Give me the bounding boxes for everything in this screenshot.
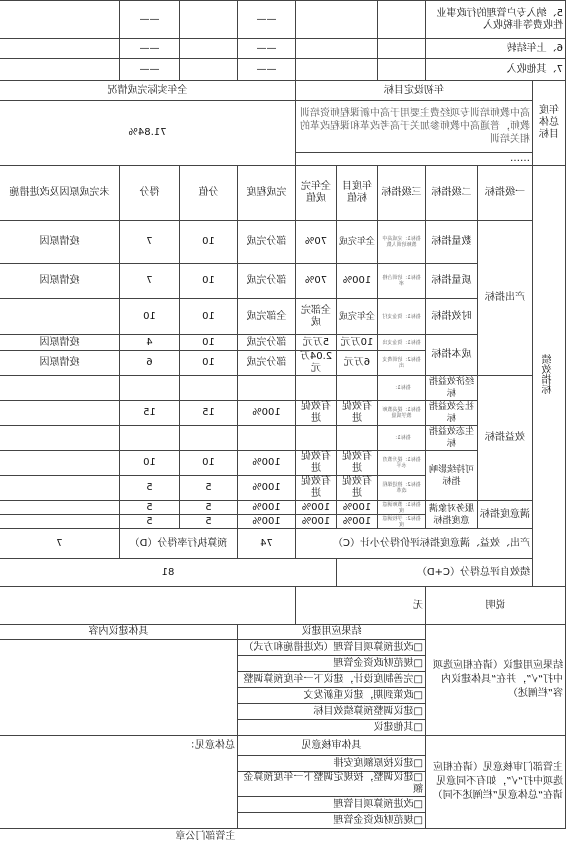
goal-body-row	[0, 101, 566, 153]
target-cell: 全年完成	[336, 299, 377, 335]
score-cell: 5	[119, 501, 179, 515]
l3-cell: 指标2：学校满意度	[377, 515, 425, 529]
weight-cell: 10	[179, 264, 237, 299]
goal-title: 年度总体目标	[533, 81, 566, 166]
reason-cell	[0, 376, 119, 401]
reason-cell	[0, 476, 119, 501]
actual-cell: 100%	[295, 515, 336, 529]
revenue-blank	[377, 39, 425, 59]
score-cell: 15	[119, 401, 179, 426]
score-cell	[119, 376, 179, 401]
perf-side-text: 绩效指标	[543, 354, 554, 394]
weight-cell: 10	[179, 299, 237, 335]
l2-cell: 时效指标	[425, 299, 477, 335]
revenue-value: ——	[237, 39, 295, 59]
rate-cell: 100%	[237, 501, 295, 515]
dept-footer: 主管部门公章	[175, 830, 236, 842]
target-cell: 有效促进	[336, 401, 377, 426]
revenue-row	[0, 39, 566, 59]
l3-cell: 指标1：	[377, 426, 425, 451]
actual-cell: 有效促进	[295, 476, 336, 501]
apply-option[interactable]: □完善制度设计，建议下一年度预算调整	[237, 672, 425, 688]
l3-cell: 指标1：提高教师教学质量	[377, 401, 425, 426]
actual-cell: 有效促进	[295, 451, 336, 476]
target-cell: 全年完成	[336, 221, 377, 264]
score-cell: 4	[119, 335, 179, 351]
rate-cell: 100%	[237, 401, 295, 426]
rate-cell: 100%	[237, 476, 295, 501]
l3-cell: 指标1：资金支出	[377, 335, 425, 351]
target-cell: 6万元	[336, 351, 377, 376]
score-cell: 7	[119, 221, 179, 264]
apply-header-row	[0, 625, 566, 640]
reason-cell	[0, 451, 119, 476]
hdr-l2: 二级指标	[425, 166, 477, 221]
l3-cell: 指标1：提升教育水平	[377, 451, 425, 476]
reason-cell: 疫情原因	[0, 335, 119, 351]
perf-header-row	[0, 166, 566, 221]
reason-cell	[0, 515, 119, 529]
target-cell: 10万元	[336, 335, 377, 351]
l2-cell: 经济效益指标	[425, 376, 477, 401]
target-cell: 有效促进	[336, 451, 377, 476]
hdr-score: 得分	[119, 166, 179, 221]
goal-header-row	[0, 81, 566, 101]
dept-footer-blank	[237, 829, 565, 845]
apply-option[interactable]: □改进预算项目管理（改进措施和方式）	[237, 640, 425, 656]
hdr-reason: 未完成原因及改进措施	[0, 166, 119, 221]
note-label: 说明	[425, 587, 565, 625]
rate-cell: 部分完成	[237, 351, 295, 376]
revenue-label: 5、纳入专户管理的行政事业性收费等非税收入	[425, 1, 565, 39]
score-c-label: 产出、效益、满意度指标评价得分小计（C）	[295, 529, 532, 559]
revenue-blank	[179, 39, 237, 59]
target-cell	[336, 376, 377, 401]
actual-cell	[295, 426, 336, 451]
apply-option[interactable]: □政策到期，建议重新发文	[237, 688, 425, 704]
hdr-actual: 全年完成值	[295, 166, 336, 221]
score-cell: 5	[119, 515, 179, 529]
revenue-blank	[0, 1, 119, 39]
goal-set-header: 年初设定目标	[295, 81, 532, 101]
revenue-blank	[179, 1, 237, 39]
score-c-value: 74	[237, 529, 295, 559]
reason-cell	[0, 299, 119, 335]
l2-cell: 质量指标	[425, 264, 477, 299]
weight-cell: 5	[179, 515, 237, 529]
revenue-blank	[295, 39, 377, 59]
l3-cell: 指标1：	[377, 376, 425, 401]
perf-row	[0, 221, 566, 264]
target-cell: 100%	[336, 264, 377, 299]
revenue-blank	[179, 59, 237, 81]
dept-option[interactable]: □建议调整，按规定调整下一年度预算金额	[237, 772, 425, 797]
rate-cell: 部分完成	[237, 221, 295, 264]
score-total-value: 81	[0, 559, 336, 587]
weight-cell: 10	[179, 335, 237, 351]
revenue-blank	[295, 59, 377, 81]
revenue-value: ——	[119, 59, 179, 81]
actual-cell: 有效促进	[295, 401, 336, 426]
note-row	[0, 587, 566, 625]
goal-text: 高中教师培训专项经费主要用于高中新课程师资培训教师，普通高中教师参加关于高考改革和课程改革的相关培训	[295, 101, 532, 153]
actual-cell: 100%	[295, 501, 336, 515]
dept-label: 主管部门审核意见（请在相应选项中打“√”，如有不同意见请在“总体意见”栏阐述不同）	[425, 736, 565, 829]
l3-cell: 指标2：推进课程改革	[377, 476, 425, 501]
note-value: 无	[295, 587, 425, 625]
rate-cell	[237, 376, 295, 401]
dept-header-row	[0, 736, 566, 756]
weight-cell: 5	[179, 476, 237, 501]
rate-cell: 全部完成	[237, 299, 295, 335]
rate-cell: 100%	[237, 451, 295, 476]
hdr-weight: 分值	[179, 166, 237, 221]
actual-cell: 5万元	[295, 335, 336, 351]
note-blank	[0, 587, 295, 625]
revenue-blank	[295, 1, 377, 39]
perf-row	[0, 376, 566, 401]
score-d-label: 预算执行率得分（D）	[119, 529, 237, 559]
dept-option[interactable]: □改进预算项目管理	[237, 797, 425, 813]
perf-side-label	[533, 166, 566, 587]
rate-cell	[237, 426, 295, 451]
target-cell: 100%	[336, 501, 377, 515]
dept-col2: 总体意见：	[0, 736, 237, 829]
weight-cell: 5	[179, 501, 237, 515]
perf-row	[0, 501, 566, 515]
target-cell: 100%	[336, 515, 377, 529]
score-c-row	[0, 529, 566, 559]
actual-cell: 70%	[295, 264, 336, 299]
rate-cell: 部分完成	[237, 335, 295, 351]
revenue-label: 7、其他收入	[425, 59, 565, 81]
apply-option[interactable]: □建议调整预算绩效目标	[237, 704, 425, 720]
l2-cell: 生态效益指标	[425, 426, 477, 451]
hdr-l1: 一级指标	[478, 166, 533, 221]
weight-cell	[179, 376, 237, 401]
hdr-l3: 三级指标	[377, 166, 425, 221]
weight-cell: 10	[179, 351, 237, 376]
revenue-blank	[0, 39, 119, 59]
target-cell	[336, 426, 377, 451]
apply-col2: 具体建议内容	[0, 625, 237, 640]
hdr-rate: 完成程度	[237, 166, 295, 221]
revenue-blank	[377, 59, 425, 81]
group-satisfaction: 满意度指标	[478, 501, 533, 529]
score-cell	[119, 426, 179, 451]
actual-cell: 全部完成	[295, 299, 336, 335]
l3-cell: 指标2：培训费支出	[377, 351, 425, 376]
apply-detail-blank	[0, 640, 237, 736]
l3-cell: 指标1：教师满意度	[377, 501, 425, 515]
apply-option[interactable]: □其他建议	[237, 720, 425, 736]
actual-cell: 2.04万元	[295, 351, 336, 376]
score-cell: 6	[119, 351, 179, 376]
group-benefit: 效益指标	[478, 376, 533, 501]
revenue-value: ——	[237, 1, 295, 39]
revenue-value: ——	[237, 59, 295, 81]
dept-footer-row	[0, 829, 566, 845]
l3-cell: 指标1：资金支付	[377, 299, 425, 335]
score-cell: 5	[119, 476, 179, 501]
score-cell: 10	[119, 451, 179, 476]
reason-cell: 疫情原因	[0, 351, 119, 376]
l2-cell: 社会效益指标	[425, 401, 477, 426]
reason-cell: 疫情原因	[0, 221, 119, 264]
revenue-row	[0, 59, 566, 81]
dept-col1: 具体审核意见	[237, 736, 425, 756]
revenue-blank	[0, 59, 119, 81]
rate-cell: 100%	[237, 515, 295, 529]
apply-label: 结果应用建议（请在相应选项中打“√”，并在“具体建议内容”栏阐述）	[425, 625, 565, 736]
score-total-row	[0, 559, 566, 587]
revenue-value: ——	[119, 39, 179, 59]
reason-cell	[0, 426, 119, 451]
l2-cell: 数量指标	[425, 221, 477, 264]
l3-cell: 指标1：完成高中教师培训人数	[377, 221, 425, 264]
dept-option[interactable]: □建议按原额度安排	[237, 756, 425, 772]
l2-cell: 可持续影响指标	[425, 451, 477, 501]
l2-cell: 成本指标	[425, 335, 477, 376]
revenue-value: ——	[119, 1, 179, 39]
reason-cell	[0, 501, 119, 515]
l2-cell: 服务对象满意度指标	[425, 501, 477, 529]
revenue-label: 6、上年结转	[425, 39, 565, 59]
group-output: 产出指标	[478, 221, 533, 376]
weight-cell: 15	[179, 401, 237, 426]
actual-cell: 70%	[295, 221, 336, 264]
dept-option[interactable]: □规范财政资金管理	[237, 813, 425, 829]
weight-cell: 10	[179, 451, 237, 476]
score-cell: 10	[119, 299, 179, 335]
goal-actual-value: 71.84%	[0, 101, 295, 166]
target-cell: 有效促进	[336, 476, 377, 501]
hdr-target: 年度目标值	[336, 166, 377, 221]
apply-option[interactable]: □规范财政资金管理	[237, 656, 425, 672]
revenue-blank	[377, 1, 425, 39]
score-total-label: 绩效自评总得分（C+D）	[336, 559, 532, 587]
goal-dots: ……	[295, 153, 532, 166]
rate-cell: 部分完成	[237, 264, 295, 299]
weight-cell	[179, 426, 237, 451]
revenue-row	[0, 1, 566, 39]
actual-cell	[295, 376, 336, 401]
goal-actual-header: 全年实际完成情况	[0, 81, 295, 101]
score-cell: 7	[119, 264, 179, 299]
weight-cell: 10	[179, 221, 237, 264]
l3-cell: 指标1：培训合格率	[377, 264, 425, 299]
apply-col1: 结果应用建议	[237, 625, 425, 640]
reason-cell: 疫情原因	[0, 264, 119, 299]
reason-cell	[0, 401, 119, 426]
score-d-value: 7	[0, 529, 119, 559]
